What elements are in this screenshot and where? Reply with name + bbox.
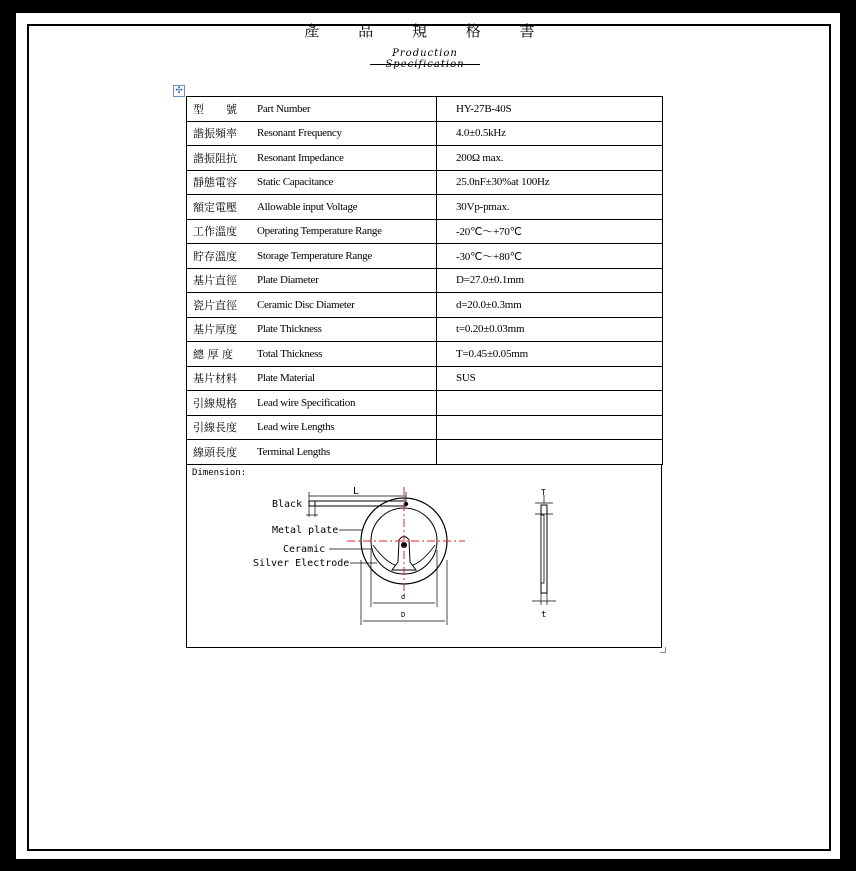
- row-label-cn: 靜態電容: [187, 170, 252, 195]
- spec-row: [187, 121, 663, 146]
- row-value: d=20.0±0.3mm: [437, 293, 663, 318]
- row-label-en: Part Number: [251, 97, 437, 122]
- spec-row: [187, 440, 663, 465]
- subtitle-underline: [370, 64, 480, 65]
- row-value: 30Vp-pmax.: [437, 195, 663, 220]
- spec-row: [187, 170, 663, 195]
- row-label-cn: 線頭長度: [187, 440, 252, 465]
- row-label-en: Resonant Impedance: [251, 146, 437, 171]
- d-label: d: [401, 593, 406, 601]
- table-move-handle-icon[interactable]: ✣: [173, 85, 185, 97]
- row-label-cn: 諧振頻率: [187, 121, 252, 146]
- row-label-en: Plate Material: [251, 366, 437, 391]
- row-label-cn: 基片材料: [187, 366, 252, 391]
- document-subtitle: Production: [392, 48, 458, 59]
- row-value: [437, 391, 663, 416]
- row-value: HY-27B-40S: [437, 97, 663, 122]
- dimension-drawing: [187, 465, 661, 647]
- row-label-en: Ceramic Disc Diameter: [251, 293, 437, 318]
- spec-row: [187, 342, 663, 367]
- row-label-en: Resonant Frequency: [251, 121, 437, 146]
- row-label-cn: 引線長度: [187, 415, 252, 440]
- row-value: t=0.20±0.03mm: [437, 317, 663, 342]
- row-label-en: Allowable input Voltage: [251, 195, 437, 220]
- spec-row: [187, 366, 663, 391]
- row-label-en: Total Thickness: [251, 342, 437, 367]
- spec-row: [187, 146, 663, 171]
- table-resize-handle[interactable]: [660, 647, 666, 653]
- row-label-cn: 工作溫度: [187, 219, 252, 244]
- row-label-cn: 基片厚度: [187, 317, 252, 342]
- row-value: [437, 440, 663, 465]
- row-value: 25.0nF±30%at 100Hz: [437, 170, 663, 195]
- ceramic-label: Ceramic: [283, 544, 326, 555]
- document-title: 產 品 規 格 書: [304, 22, 552, 40]
- row-label-cn: 型 號: [187, 97, 252, 122]
- T-label: T: [541, 488, 546, 497]
- spec-row: [187, 293, 663, 318]
- row-label-cn: 引線規格: [187, 391, 252, 416]
- row-label-cn: 基片直徑: [187, 268, 252, 293]
- row-label-en: Operating Temperature Range: [251, 219, 437, 244]
- spec-row: [187, 195, 663, 220]
- spec-row: [187, 391, 663, 416]
- spec-row: [187, 415, 663, 440]
- row-value: [437, 415, 663, 440]
- metal-plate-label: Metal plate: [272, 525, 339, 536]
- t-label: t: [541, 610, 547, 620]
- row-label-cn: 諧振阻抗: [187, 146, 252, 171]
- row-label-cn: 貯存溫度: [187, 244, 252, 269]
- row-label-en: Storage Temperature Range: [251, 244, 437, 269]
- spec-row: [187, 244, 663, 269]
- row-value: -30℃～+80℃: [437, 244, 663, 269]
- spec-table: [186, 96, 663, 465]
- L-label: L: [353, 486, 360, 497]
- row-label-en: Lead wire Specification: [251, 391, 437, 416]
- row-label-en: Terminal Lengths: [251, 440, 437, 465]
- spec-row: [187, 219, 663, 244]
- row-value: SUS: [437, 366, 663, 391]
- side-view-ceramic: [541, 515, 544, 583]
- row-label-cn: 瓷片直徑: [187, 293, 252, 318]
- row-label-en: Plate Thickness: [251, 317, 437, 342]
- row-label-en: Lead wire Lengths: [251, 415, 437, 440]
- dimension-heading: Dimension:: [192, 468, 247, 478]
- D-label: D: [401, 611, 406, 619]
- spec-row: [187, 317, 663, 342]
- row-value: 200Ω max.: [437, 146, 663, 171]
- row-label-en: Plate Diameter: [251, 268, 437, 293]
- spec-row: [187, 268, 663, 293]
- lead-terminal: [309, 501, 315, 506]
- silver-electrode-label: Silver Electrode: [253, 558, 350, 569]
- dimension-section: [186, 465, 662, 648]
- spec-row: [187, 97, 663, 122]
- row-value: T=0.45±0.05mm: [437, 342, 663, 367]
- row-label-cn: 總 厚 度: [187, 342, 252, 367]
- row-label-cn: 額定電壓: [187, 195, 252, 220]
- row-value: D=27.0±0.1mm: [437, 268, 663, 293]
- row-value: 4.0±0.5kHz: [437, 121, 663, 146]
- row-value: -20℃～+70℃: [437, 219, 663, 244]
- row-label-en: Static Capacitance: [251, 170, 437, 195]
- black-label: Black: [272, 499, 303, 510]
